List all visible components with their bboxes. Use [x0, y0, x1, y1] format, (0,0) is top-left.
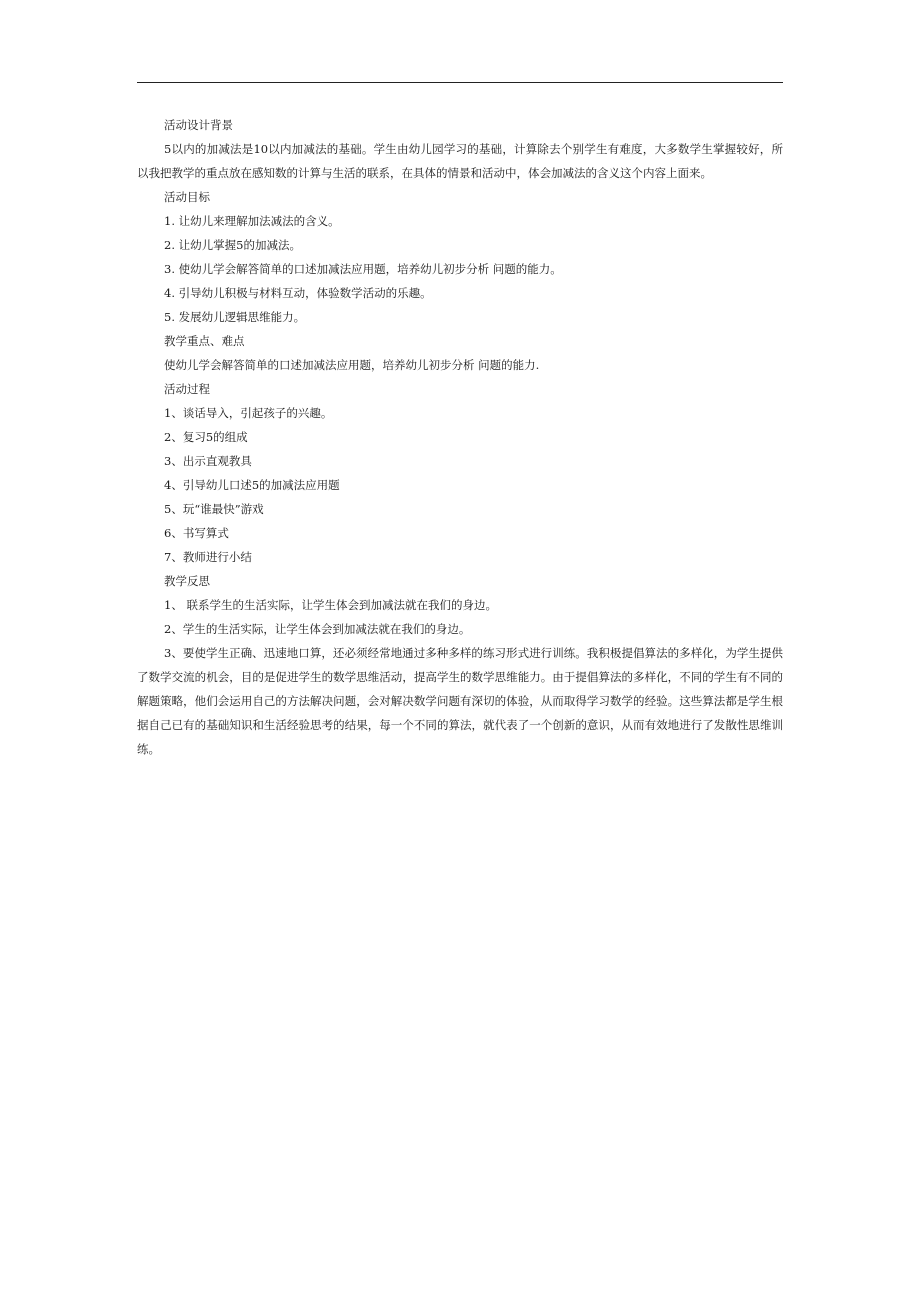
- goal-item: 5. 发展幼儿逻辑思维能力。: [164, 310, 306, 324]
- reflection-item: 2、学生的生活实际，让学生体会到加减法就在我们的身边。: [164, 622, 471, 636]
- reflection-item: 1、 联系学生的生活实际，让学生体会到加减法就在我们的身边。: [164, 598, 497, 612]
- goal-item: 1. 让幼儿来理解加法减法的含义。: [164, 214, 340, 228]
- goal-item: 2. 让幼儿掌握5的加减法。: [164, 238, 301, 252]
- heading-goals: 活动目标: [164, 190, 210, 204]
- process-step: 3、出示直观教具: [164, 454, 252, 468]
- process-step: 1、谈话导入，引起孩子的兴趣。: [164, 406, 333, 420]
- reflection-paragraph: 3、要使学生正确、迅速地口算，还必须经常地通过多种多样的练习形式进行训练。我积极提倡算法的多样化，为学生提供了数学交流的机会，目的是促进学生的数学思维活动，提高学生的数学思维能力。由于提倡算法的多样化，不同的学生有不同的解题策略，他们会运用自己的方法解决问题，会对解决数学问题有深切的体验，从而取得学习数学的经验。这些算法都是学生根据自己已有的基础知识和生活经验思考的结果，每一个不同的算法，就代表了一个创新的意识，从而有效地进行了发散性思维训练。: [137, 646, 783, 756]
- process-step: 4、引导幼儿口述5的加减法应用题: [164, 478, 340, 492]
- process-step: 2、复习5的组成: [164, 430, 248, 444]
- background-paragraph: 5以内的加减法是10以内加减法的基础。学生由幼儿园学习的基础，计算除去个别学生有难度，大多数学生掌握较好，所以我把教学的重点放在感知数的计算与生活的联系，在具体的情景和活动中，体会加减法的含义这个内容上面来。: [137, 142, 783, 180]
- process-step: 6、书写算式: [164, 526, 229, 540]
- heading-key-points: 教学重点、难点: [164, 334, 245, 348]
- key-points-paragraph: 使幼儿学会解答简单的口述加减法应用题，培养幼儿初步分析 问题的能力.: [164, 358, 540, 372]
- goal-item: 4. 引导幼儿积极与材料互动，体验数学活动的乐趣。: [164, 286, 432, 300]
- heading-reflection: 教学反思: [164, 574, 210, 588]
- process-step: 7、教师进行小结: [164, 550, 252, 564]
- process-step: 5、玩“谁最快”游戏: [164, 502, 264, 516]
- header-rule: [137, 82, 783, 83]
- heading-process: 活动过程: [164, 382, 210, 396]
- goal-item: 3. 使幼儿学会解答简单的口述加减法应用题，培养幼儿初步分析 问题的能力。: [164, 262, 562, 276]
- heading-background: 活动设计背景: [164, 118, 233, 132]
- document-body: [137, 113, 783, 761]
